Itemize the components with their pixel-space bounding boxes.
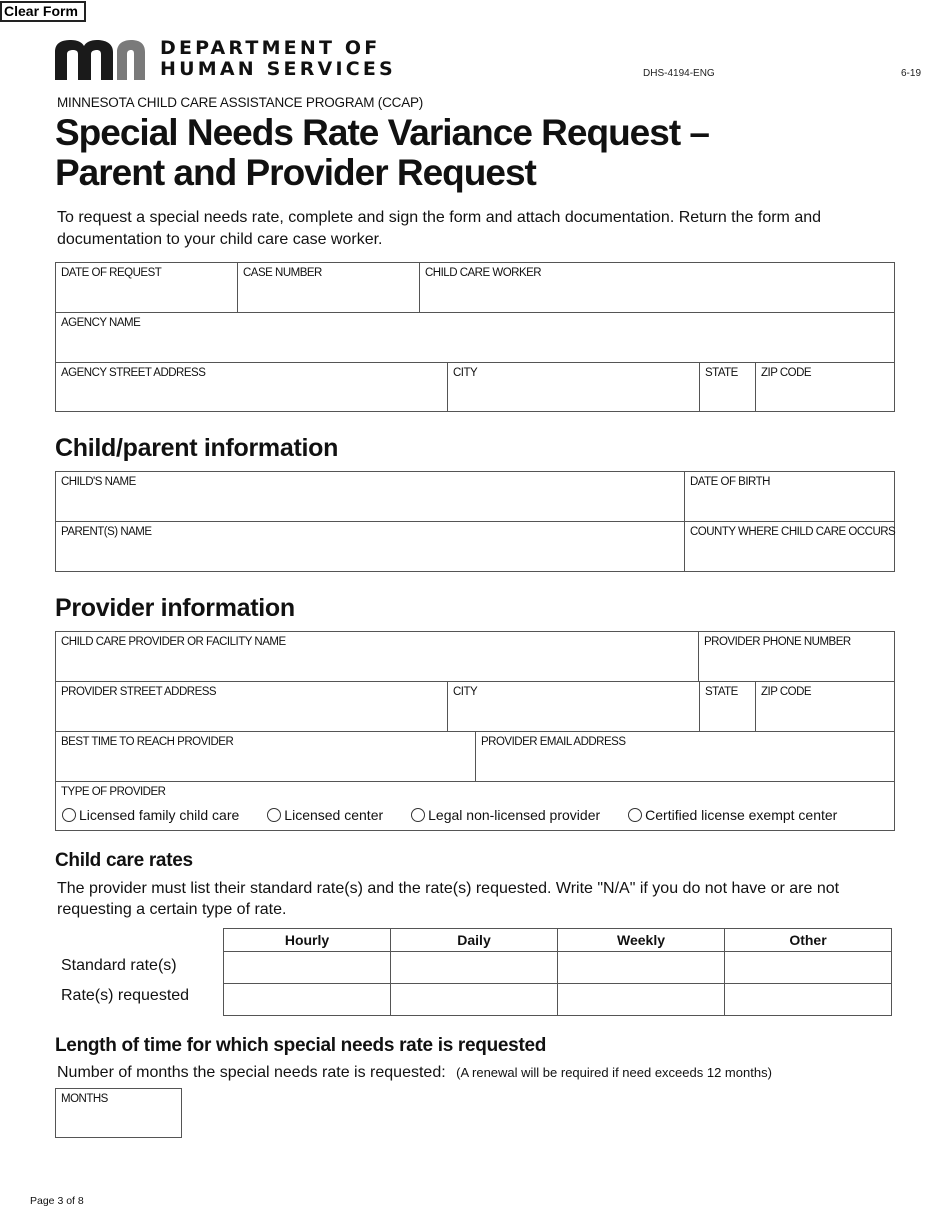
provider-city-field[interactable] xyxy=(448,682,700,732)
row-label-standard: Standard rate(s) xyxy=(61,957,177,974)
mn-logo-icon xyxy=(55,40,145,80)
facility-name-field[interactable] xyxy=(56,632,699,682)
field-label: TYPE OF PROVIDER xyxy=(61,786,166,798)
field-label: STATE xyxy=(705,686,738,698)
field-label: CITY xyxy=(453,367,478,379)
child-care-worker-field[interactable] xyxy=(420,263,894,313)
dept-line-1: DEPARTMENT OF xyxy=(160,37,381,59)
radio-certified-exempt[interactable] xyxy=(628,807,837,823)
row-label-requested: Rate(s) requested xyxy=(61,987,190,1004)
radio-licensed-family[interactable] xyxy=(62,807,239,823)
field-label: MONTHS xyxy=(61,1093,108,1105)
provider-state-field[interactable] xyxy=(700,682,756,732)
standard-daily-input[interactable] xyxy=(391,952,558,984)
dept-line-2: HUMAN SERVICES xyxy=(160,58,396,80)
col-other: Other xyxy=(725,929,892,952)
field-label: DATE OF REQUEST xyxy=(61,267,162,279)
field-label: CHILD CARE WORKER xyxy=(425,267,542,279)
agency-state-field[interactable] xyxy=(700,363,756,411)
provider-type-options xyxy=(62,807,865,823)
standard-other-input[interactable] xyxy=(725,952,892,984)
radio-circle-icon[interactable] xyxy=(411,808,425,822)
field-label: ZIP CODE xyxy=(761,686,812,698)
intro-text: To request a special needs rate, complete and sign the form and attach documentation. Return the form and documentation to your child care case worker. xyxy=(57,209,822,248)
radio-licensed-center[interactable] xyxy=(267,807,383,823)
length-heading: Length of time for which special needs rate is requested xyxy=(55,1035,547,1056)
provider-street-field[interactable] xyxy=(56,682,448,732)
radio-label: Licensed family child care xyxy=(79,807,240,823)
field-label: CHILD'S NAME xyxy=(61,476,136,488)
field-label: AGENCY NAME xyxy=(61,317,141,329)
field-label: STATE xyxy=(705,367,738,379)
field-label: PROVIDER EMAIL ADDRESS xyxy=(481,736,626,748)
agency-street-field[interactable] xyxy=(56,363,448,411)
program-name: MINNESOTA CHILD CARE ASSISTANCE PROGRAM (CCAP) xyxy=(57,95,424,110)
title-line-1: Special Needs Rate Variance Request – xyxy=(55,112,710,153)
form-date: 6-19 xyxy=(901,68,922,79)
page-title xyxy=(55,113,709,193)
requested-weekly-input[interactable] xyxy=(558,984,725,1016)
date-of-birth-field[interactable] xyxy=(685,472,894,522)
department-name xyxy=(160,38,396,80)
agency-zip-field[interactable] xyxy=(756,363,894,411)
requested-hourly-input[interactable] xyxy=(224,984,391,1016)
radio-label: Certified license exempt center xyxy=(645,807,838,823)
parents-name-field[interactable] xyxy=(56,522,685,571)
best-time-field[interactable] xyxy=(56,732,476,782)
field-label: BEST TIME TO REACH PROVIDER xyxy=(61,736,234,748)
field-label: PARENT(S) NAME xyxy=(61,526,152,538)
title-line-2: Parent and Provider Request xyxy=(55,152,536,193)
standard-weekly-input[interactable] xyxy=(558,952,725,984)
rates-instructions: The provider must list their standard rate(s) and the rate(s) requested. Write "N/A" if you do not have or are not requesting a certain type of rate. xyxy=(57,880,840,918)
field-label: AGENCY STREET ADDRESS xyxy=(61,367,206,379)
col-daily: Daily xyxy=(391,929,558,952)
field-label: COUNTY WHERE CHILD CARE OCCURS xyxy=(690,526,896,538)
standard-hourly-input[interactable] xyxy=(224,952,391,984)
clear-form-button[interactable]: Clear Form xyxy=(0,1,86,22)
child-parent-box xyxy=(55,471,895,572)
radio-circle-icon[interactable] xyxy=(62,808,76,822)
field-label: CHILD CARE PROVIDER OR FACILITY NAME xyxy=(61,636,286,648)
agency-name-field[interactable] xyxy=(56,313,894,363)
provider-zip-field[interactable] xyxy=(756,682,894,732)
col-hourly: Hourly xyxy=(224,929,391,952)
radio-legal-non-licensed[interactable] xyxy=(411,807,600,823)
child-parent-heading: Child/parent information xyxy=(55,434,339,462)
length-note: (A renewal will be required if need exceeds 12 months) xyxy=(456,1065,772,1080)
length-question-text: Number of months the special needs rate is requested: xyxy=(57,1064,446,1081)
field-label: PROVIDER PHONE NUMBER xyxy=(704,636,851,648)
requested-other-input[interactable] xyxy=(725,984,892,1016)
date-of-request-field[interactable] xyxy=(56,263,238,313)
request-info-box xyxy=(55,262,895,412)
field-label: CASE NUMBER xyxy=(243,267,322,279)
provider-type-group xyxy=(56,782,894,830)
rates-table xyxy=(223,928,892,1016)
radio-label: Legal non-licensed provider xyxy=(428,807,601,823)
provider-email-field[interactable] xyxy=(476,732,894,782)
provider-heading: Provider information xyxy=(55,594,295,622)
field-label: DATE OF BIRTH xyxy=(690,476,770,488)
months-field[interactable] xyxy=(55,1088,182,1138)
county-field[interactable] xyxy=(685,522,894,571)
radio-circle-icon[interactable] xyxy=(267,808,281,822)
childs-name-field[interactable] xyxy=(56,472,685,522)
requested-daily-input[interactable] xyxy=(391,984,558,1016)
provider-box xyxy=(55,631,895,831)
form-number: DHS-4194-ENG xyxy=(643,68,715,79)
page-number: Page 3 of 8 xyxy=(30,1195,84,1207)
field-label: ZIP CODE xyxy=(761,367,812,379)
field-label: PROVIDER STREET ADDRESS xyxy=(61,686,217,698)
case-number-field[interactable] xyxy=(238,263,420,313)
radio-circle-icon[interactable] xyxy=(628,808,642,822)
field-label: CITY xyxy=(453,686,478,698)
provider-phone-field[interactable] xyxy=(699,632,894,682)
agency-city-field[interactable] xyxy=(448,363,700,411)
rates-heading: Child care rates xyxy=(55,850,193,871)
col-weekly: Weekly xyxy=(558,929,725,952)
radio-label: Licensed center xyxy=(284,807,384,823)
length-question xyxy=(57,1064,772,1082)
